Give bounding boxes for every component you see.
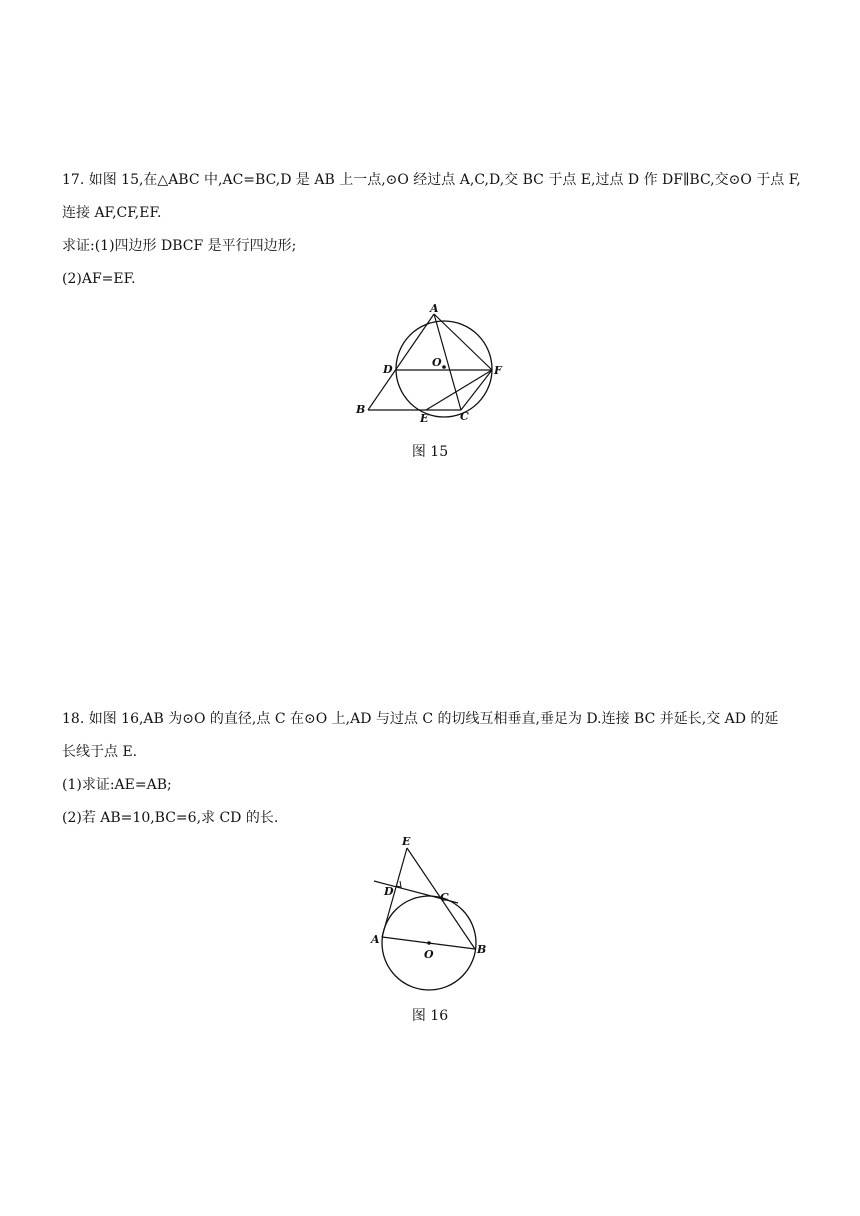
center-dot <box>427 941 431 945</box>
problem-17-line-4: (2)AF=EF. <box>62 271 136 287</box>
center-dot <box>442 365 446 369</box>
problem-18 <box>62 703 810 835</box>
figure-16 <box>362 833 502 1003</box>
label-b: B <box>477 943 487 956</box>
figure-15-caption: 图 15 <box>411 444 449 460</box>
problem-18-line-2: 长线于点 E. <box>62 744 138 760</box>
problem-17-line-3: 求证:(1)四边形 DBCF 是平行四边形; <box>62 238 297 254</box>
label-c: C <box>440 891 449 904</box>
problem-18-line-4: (2)若 AB=10,BC=6,求 CD 的长. <box>62 810 279 826</box>
label-o: O <box>432 356 442 369</box>
label-f: F <box>494 364 502 377</box>
figure-16-caption: 图 16 <box>411 1008 449 1024</box>
problem-17 <box>62 164 810 296</box>
label-e: E <box>402 835 411 848</box>
problem-17-line-2: 连接 AF,CF,EF. <box>62 205 162 221</box>
label-e: E <box>420 412 429 425</box>
problem-17-line-1: 17. 如图 15,在△ABC 中,AC=BC,D 是 AB 上一点,⊙O 经过点 A,C,D,交 BC 于点 E,过点 D 作 DF∥BC,交⊙O 于点 F, <box>62 172 801 188</box>
problem-18-line-1: 18. 如图 16,AB 为⊙O 的直径,点 C 在⊙O 上,AD 与过点 C 的切线互相垂直,垂足为 D.连接 BC 并延长,交 AD 的延 <box>62 711 779 727</box>
label-b: B <box>356 403 366 416</box>
label-d: D <box>384 885 394 898</box>
circle-o <box>396 321 492 417</box>
label-d: D <box>383 363 393 376</box>
figure-15 <box>350 300 520 430</box>
label-a: A <box>371 933 380 946</box>
label-c: C <box>460 410 469 423</box>
label-o: O <box>424 948 434 961</box>
label-a: A <box>430 302 439 315</box>
segment-ab <box>368 314 434 410</box>
problem-18-line-3: (1)求证:AE=AB; <box>62 777 172 793</box>
